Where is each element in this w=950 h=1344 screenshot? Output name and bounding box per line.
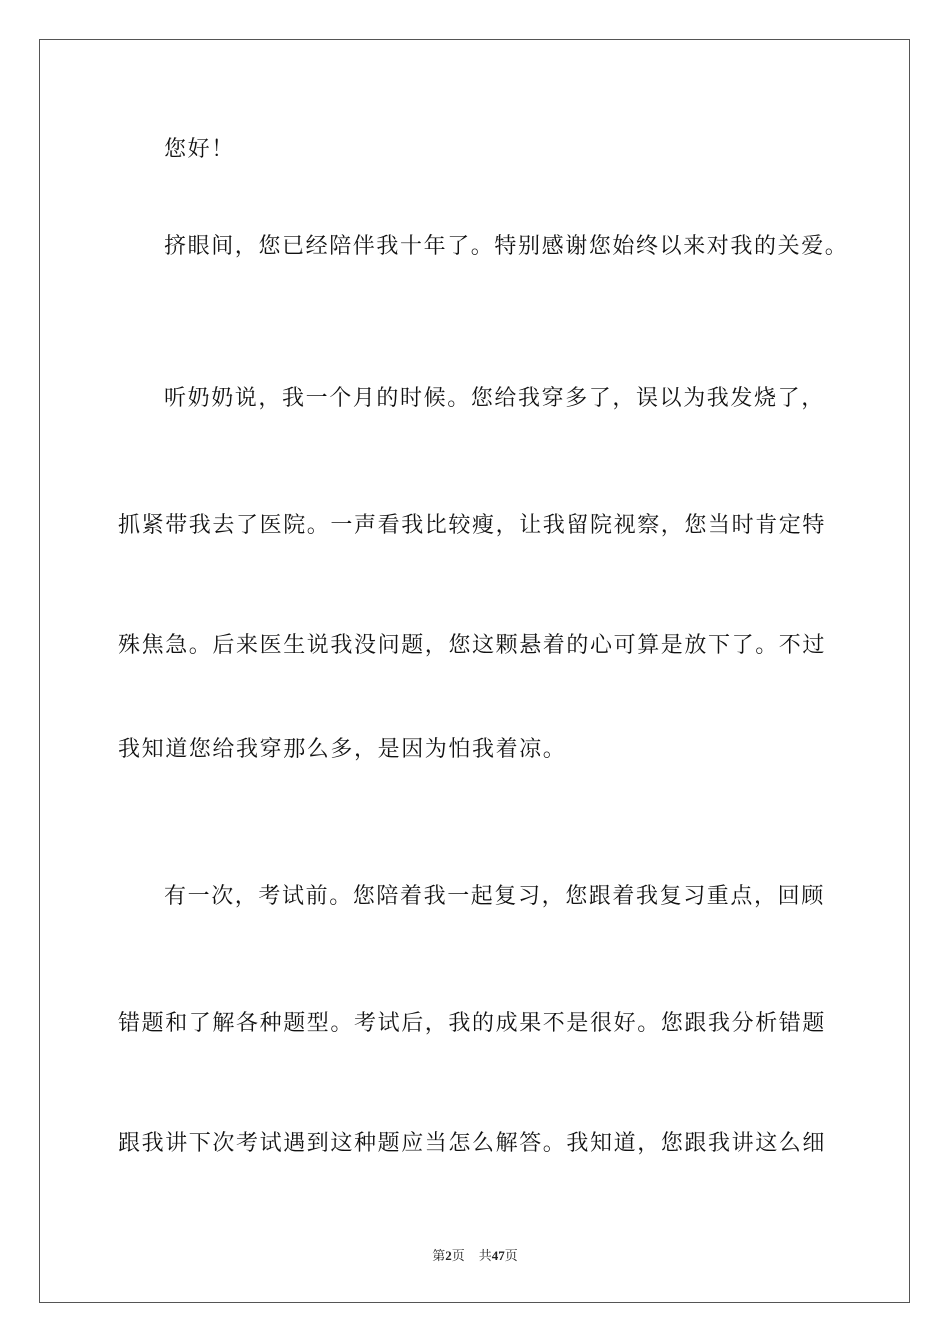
page-number: 2 — [445, 1248, 452, 1263]
total-pages: 47 — [491, 1248, 505, 1263]
page-footer — [0, 1248, 950, 1264]
paragraph-line: 抓紧带我去了医院。一声看我比较瘦，让我留院视察，您当时肯定特 — [118, 513, 827, 538]
total-suffix: 页 — [504, 1248, 518, 1263]
total-prefix: 共 — [478, 1248, 492, 1263]
paragraph-line: 我知道您给我穿那么多，是因为怕我着凉。 — [118, 737, 567, 762]
paragraph-line: 跟我讲下次考试遇到这种题应当怎么解答。我知道，您跟我讲这么细 — [118, 1131, 827, 1156]
paragraph-line: 听奶奶说，我一个月的时候。您给我穿多了，误以为我发烧了， — [164, 386, 825, 411]
paragraph-line: 挤眼间，您已经陪伴我十年了。特别感谢您始终以来对我的关爱。 — [164, 234, 849, 259]
greeting-line: 您好！ — [164, 137, 235, 162]
page-prefix: 第 — [432, 1248, 446, 1263]
paragraph-line: 错题和了解各种题型。考试后，我的成果不是很好。您跟我分析错题 — [118, 1011, 827, 1036]
paragraph-line: 有一次，考试前。您陪着我一起复习，您跟着我复习重点，回顾 — [164, 884, 825, 909]
paragraph-line: 殊焦急。后来医生说我没问题，您这颗悬着的心可算是放下了。不过 — [118, 633, 827, 658]
page-border — [39, 39, 910, 1303]
page-suffix: 页 — [451, 1248, 465, 1263]
